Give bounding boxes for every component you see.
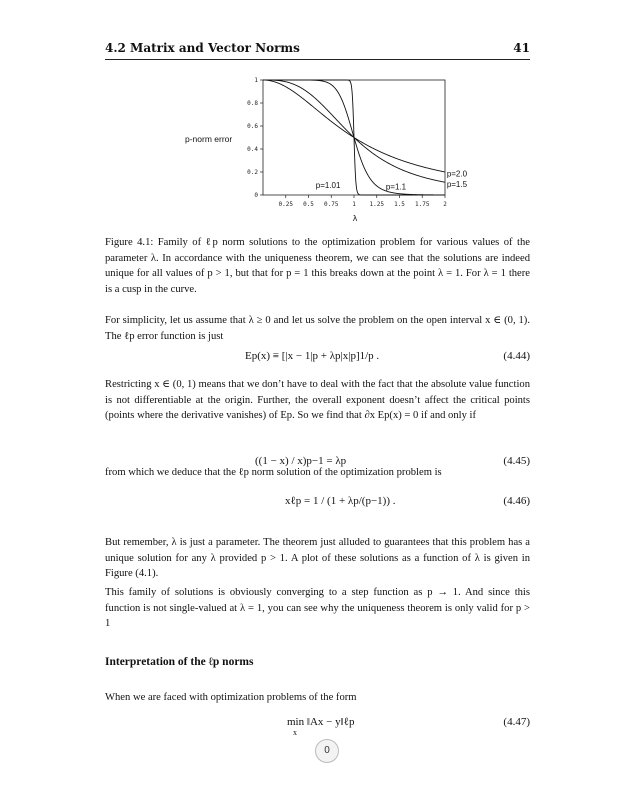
x-tick-label: 1.25 [369,201,384,208]
equation-number: (4.46) [503,495,530,507]
x-axis-label: λ [352,214,358,222]
series-label: p=2.0 [446,169,468,179]
section-heading: Interpretation of the ℓp norms [105,656,254,668]
y-tick-label: 0.6 [247,123,258,130]
figure-chart [150,72,480,222]
x-tick-label: 0.5 [303,201,314,208]
y-tick-label: 0 [254,192,258,199]
figure-caption: Figure 4.1: Family of ℓp norm solutions to the optimization problem for various values of the parameter λ. In accordance with the uniqueness theorem, we can see that the solutions are indeed unique for all values of p > 1, but that for p = 1 this breaks down at the point λ = 1. For λ = 1 there is a cusp in the curve. [105,237,530,295]
x-tick-label: 1 [352,201,356,208]
equation-4-46 [105,495,530,515]
y-tick-label: 1 [254,77,258,84]
page-indicator-badge[interactable]: 0 [315,739,339,763]
paragraph-1: For simplicity, let us assume that λ ≥ 0 and let us solve the problem on the open interval x ∈ (0, 1). The ℓp error function is just [105,315,530,342]
x-tick-label: 1.5 [394,201,405,208]
x-tick-label: 1.75 [415,201,430,208]
equation-body: Ep(x) ≡ [|x − 1|p + λp|x|p]1/p . [245,350,380,362]
series-label: p=1.01 [315,181,341,191]
series-label: p=1.1 [385,182,407,192]
y-tick-label: 0.8 [247,100,258,107]
equation-body: min ‖Ax − y‖ℓp [287,716,355,728]
equation-number: (4.47) [503,716,530,728]
equation-body: xℓp = 1 / (1 + λp/(p−1)) . [285,495,396,507]
equation-4-44 [105,350,530,370]
running-header-page-number: 41 [513,41,530,55]
paragraph-5: This family of solutions is obviously converging to a step function as p → 1. And since this function is not single-valued at λ = 1, you can see why the uniqueness theorem is only valid for p > 1 [105,587,530,629]
equation-number: (4.45) [503,455,530,467]
series-label: p=1.5 [446,179,468,189]
running-header-title: 4.2 Matrix and Vector Norms [105,41,300,55]
paragraph-6: When we are faced with optimization problems of the form [105,692,357,703]
x-tick-label: 2 [443,201,447,208]
paragraph-3: from which we deduce that the ℓp norm solution of the optimization problem is [105,467,442,478]
x-tick-label: 0.25 [278,201,293,208]
y-tick-label: 0.4 [247,146,258,153]
paragraph-4: But remember, λ is just a parameter. The theorem just alluded to guarantees that this problem has a unique solution for any λ provided p > 1. A plot of these solutions as a function of λ is given in Figure (4.1). [105,537,530,579]
equation-subscript: x [293,728,297,737]
paragraph-2: Restricting x ∈ (0, 1) means that we don’t have to deal with the fact that the absolute value function is not differentiable at the origin. Further, the overall exponent doesn’t affect the critical points (points where the derivative vanishes) of Ep. So we find that ∂x Ep(x) = 0 if and only if [105,379,530,421]
equation-4-47 [105,716,530,736]
x-tick-label: 0.75 [324,201,339,208]
y-axis-label: p-norm error [185,134,233,144]
y-tick-label: 0.2 [247,169,258,176]
equation-body: ((1 − x) / x)p−1 = λp [255,455,347,467]
header-rule [105,59,530,60]
equation-number: (4.44) [503,350,530,362]
